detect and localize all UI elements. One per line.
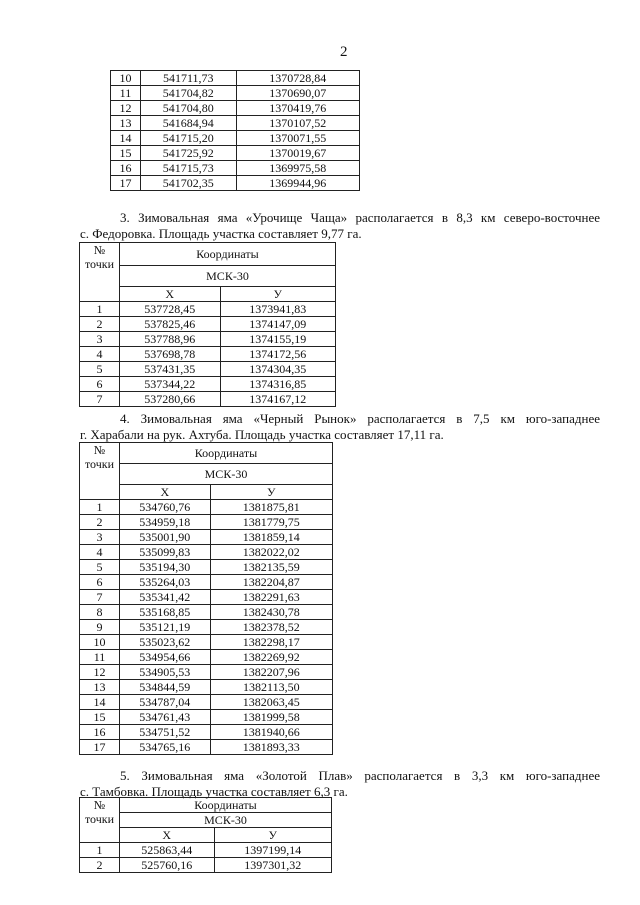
y-coordinate-cell: 1397199,14 [214,843,331,858]
section-4-paragraph [80,411,600,443]
point-no-symbol: № [93,443,106,457]
table-row [80,858,332,873]
table-row [80,635,333,650]
point-word: точки [84,257,115,271]
coordinate-system-header: МСК-30 [119,464,332,485]
y-coordinate-cell: 1381779,75 [210,515,332,530]
y-coordinate-cell: 1381859,14 [210,530,332,545]
table-row [80,843,332,858]
table-row [80,515,333,530]
x-coordinate-cell: 535194,30 [119,560,210,575]
x-coordinate-cell: 535001,90 [119,530,210,545]
point-number-cell: 3 [80,530,120,545]
y-coordinate-cell: 1382291,63 [210,590,332,605]
x-column-header: Х [119,287,220,302]
y-coordinate-cell: 1374172,56 [220,347,335,362]
table-row [80,680,333,695]
x-coordinate-cell: 537825,46 [119,317,220,332]
section-4-line-2: г. Харабали на рук. Ахтуба. Площадь участка составляет 17,11 га. [80,427,444,442]
point-number-cell: 14 [80,695,120,710]
y-coordinate-cell: 1381999,58 [210,710,332,725]
x-coordinate-cell: 525760,16 [119,858,214,873]
table-row [80,695,333,710]
point-number-cell: 7 [80,392,120,407]
x-coordinate-cell: 525863,44 [119,843,214,858]
table-row [111,161,360,176]
y-coordinate-cell: 1370071,55 [236,131,359,146]
point-number-cell: 10 [111,71,141,86]
x-coordinate-cell: 537280,66 [119,392,220,407]
coordinate-system-header: МСК-30 [119,266,335,287]
y-coordinate-cell: 1382298,17 [210,635,332,650]
table-row [111,131,360,146]
x-coordinate-cell: 537698,78 [119,347,220,362]
point-number-cell: 6 [80,575,120,590]
table-row [80,665,333,680]
x-coordinate-cell: 534844,59 [119,680,210,695]
x-coordinate-cell: 534765,16 [119,740,210,755]
x-coordinate-cell: 535341,42 [119,590,210,605]
point-number-cell: 13 [111,116,141,131]
x-coordinate-cell: 541702,35 [140,176,236,191]
point-number-cell: 15 [111,146,141,161]
point-number-cell: 11 [111,86,141,101]
coordinate-system-header: МСК-30 [119,813,331,828]
x-coordinate-cell: 537728,45 [119,302,220,317]
x-coordinate-cell: 541684,94 [140,116,236,131]
y-coordinate-cell: 1382269,92 [210,650,332,665]
y-coordinate-cell: 1381940,66 [210,725,332,740]
point-number-cell: 9 [80,620,120,635]
y-coordinate-cell: 1382430,78 [210,605,332,620]
x-coordinate-cell: 541715,20 [140,131,236,146]
table-row [80,740,333,755]
table-row [111,86,360,101]
y-coordinate-cell: 1373941,83 [220,302,335,317]
y-coordinate-cell: 1374155,19 [220,332,335,347]
section-5-line-1: 5. Зимовальная яма «Золотой Плав» располагается в 3,3 км юго-западнее [120,768,600,783]
section-5-line-2: с. Тамбовка. Площадь участка составляет 6,3 га. [80,784,348,799]
y-coordinate-cell: 1374304,35 [220,362,335,377]
x-coordinate-cell: 534959,18 [119,515,210,530]
y-coordinate-cell: 1370728,84 [236,71,359,86]
y-coordinate-cell: 1381893,33 [210,740,332,755]
x-coordinate-cell: 541711,73 [140,71,236,86]
table-row [80,575,333,590]
table-row [111,176,360,191]
table-row [80,590,333,605]
point-number-header [80,243,120,302]
point-number-cell: 15 [80,710,120,725]
point-number-cell: 7 [80,590,120,605]
point-number-cell: 2 [80,858,120,873]
point-number-header [80,443,120,500]
section-3-line-2: с. Федоровка. Площадь участка составляет 9,77 га. [80,226,362,241]
point-no-symbol: № [93,798,106,812]
table-row [80,362,336,377]
point-number-cell: 4 [80,347,120,362]
point-number-cell: 5 [80,362,120,377]
y-coordinate-cell: 1382207,96 [210,665,332,680]
point-word: точки [84,457,115,471]
table-row [80,710,333,725]
y-coordinate-cell: 1382135,59 [210,560,332,575]
table-row [80,347,336,362]
section-3-line-1: 3. Зимовальная яма «Урочище Чаща» располагается в 8,3 км северо-восточнее [120,210,600,225]
point-number-cell: 13 [80,680,120,695]
x-coordinate-cell: 534905,53 [119,665,210,680]
section-3-paragraph [80,210,600,242]
y-coordinate-cell: 1374147,09 [220,317,335,332]
y-coordinate-cell: 1370019,67 [236,146,359,161]
point-number-cell: 5 [80,560,120,575]
coordinates-table-section-4 [79,442,333,755]
table-row [80,725,333,740]
table-row [80,392,336,407]
point-number-cell: 1 [80,500,120,515]
table-row [80,530,333,545]
point-number-cell: 1 [80,843,120,858]
y-coordinate-cell: 1382378,52 [210,620,332,635]
point-number-cell: 6 [80,377,120,392]
table-row [80,545,333,560]
x-coordinate-cell: 535099,83 [119,545,210,560]
x-coordinate-cell: 534760,76 [119,500,210,515]
y-column-header: У [214,828,331,843]
point-number-cell: 3 [80,332,120,347]
x-coordinate-cell: 537344,22 [119,377,220,392]
coordinates-header: Координаты [119,443,332,464]
table-row [80,317,336,332]
table-row [80,560,333,575]
section-5-paragraph [80,768,600,800]
table-row [80,620,333,635]
x-coordinate-cell: 537431,35 [119,362,220,377]
point-word: точки [84,812,115,826]
table-row [111,71,360,86]
x-coordinate-cell: 541704,82 [140,86,236,101]
y-coordinate-cell: 1369944,96 [236,176,359,191]
coordinates-table-continued [110,70,360,191]
y-coordinate-cell: 1382063,45 [210,695,332,710]
point-number-cell: 17 [80,740,120,755]
point-no-symbol: № [93,243,106,257]
y-coordinate-cell: 1381875,81 [210,500,332,515]
table-row [111,101,360,116]
table-row [80,302,336,317]
x-coordinate-cell: 534787,04 [119,695,210,710]
point-number-cell: 4 [80,545,120,560]
x-coordinate-cell: 541725,92 [140,146,236,161]
x-coordinate-cell: 534954,66 [119,650,210,665]
y-column-header: У [210,485,332,500]
point-number-cell: 1 [80,302,120,317]
y-column-header: У [220,287,335,302]
point-number-cell: 14 [111,131,141,146]
y-coordinate-cell: 1382204,87 [210,575,332,590]
coordinates-table-section-3 [79,242,336,407]
point-number-header [80,798,120,843]
x-column-header: Х [119,828,214,843]
page-number: 2 [340,44,348,60]
x-coordinate-cell: 534751,52 [119,725,210,740]
y-coordinate-cell: 1382022,02 [210,545,332,560]
x-coordinate-cell: 535264,03 [119,575,210,590]
coordinates-header: Координаты [119,243,335,266]
table-row [111,146,360,161]
y-coordinate-cell: 1370690,07 [236,86,359,101]
coordinates-header: Координаты [119,798,331,813]
y-coordinate-cell: 1370107,52 [236,116,359,131]
point-number-cell: 12 [111,101,141,116]
y-coordinate-cell: 1374167,12 [220,392,335,407]
point-number-cell: 16 [111,161,141,176]
x-coordinate-cell: 535168,85 [119,605,210,620]
y-coordinate-cell: 1382113,50 [210,680,332,695]
y-coordinate-cell: 1369975,58 [236,161,359,176]
y-coordinate-cell: 1370419,76 [236,101,359,116]
table-row [80,500,333,515]
x-coordinate-cell: 537788,96 [119,332,220,347]
y-coordinate-cell: 1397301,32 [214,858,331,873]
x-coordinate-cell: 535121,19 [119,620,210,635]
table-row [111,116,360,131]
x-coordinate-cell: 534761,43 [119,710,210,725]
x-coordinate-cell: 535023,62 [119,635,210,650]
table-row [80,605,333,620]
table-row [80,377,336,392]
section-4-line-1: 4. Зимовальная яма «Черный Рынок» располагается в 7,5 км юго-западнее [120,411,600,426]
table-row [80,332,336,347]
x-column-header: Х [119,485,210,500]
table-row [80,650,333,665]
coordinates-table-section-5 [79,797,332,873]
point-number-cell: 2 [80,317,120,332]
point-number-cell: 12 [80,665,120,680]
point-number-cell: 2 [80,515,120,530]
point-number-cell: 10 [80,635,120,650]
y-coordinate-cell: 1374316,85 [220,377,335,392]
point-number-cell: 11 [80,650,120,665]
point-number-cell: 17 [111,176,141,191]
point-number-cell: 8 [80,605,120,620]
x-coordinate-cell: 541704,80 [140,101,236,116]
x-coordinate-cell: 541715,73 [140,161,236,176]
point-number-cell: 16 [80,725,120,740]
